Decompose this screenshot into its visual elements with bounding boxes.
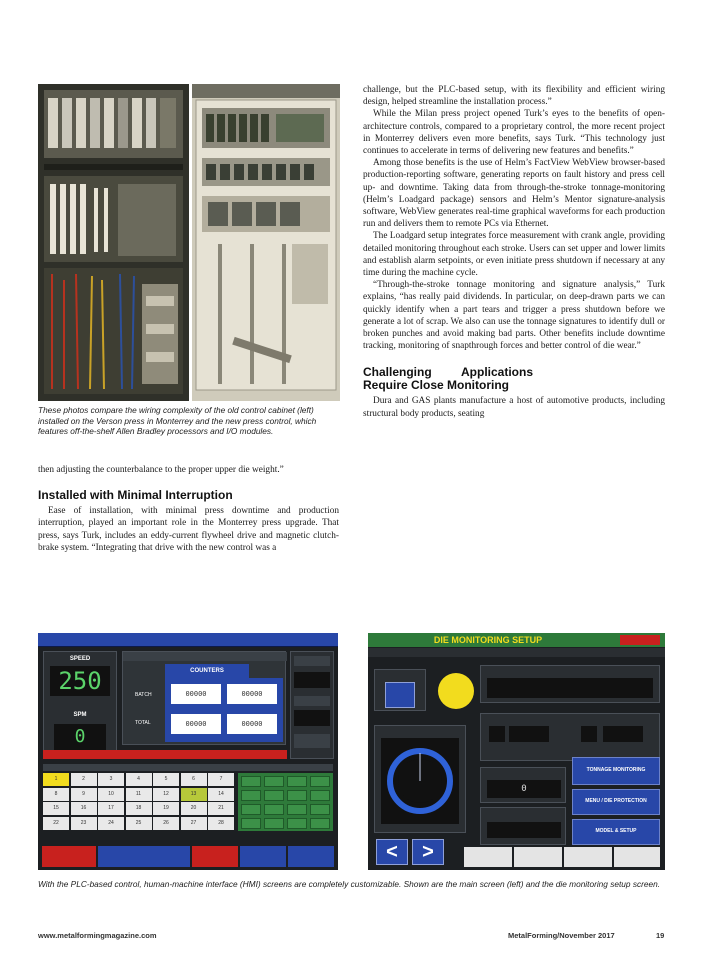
setup-button-tonnage-monitoring[interactable]: TONNAGE MONITORING [572, 757, 660, 785]
hmi-bottom-button-2[interactable] [98, 846, 190, 867]
grid-cell[interactable]: 13 [181, 788, 207, 801]
old-control-cabinet-photo [38, 84, 189, 401]
grid-cell[interactable]: 4 [126, 773, 152, 786]
left-paragraph: Ease of installation, with minimal press downtime and production interruption, played an important role in the Monterrey press upgrade. That press, says Turk, includes an eddy-current flywheel drive and magnetic clutch-brake system. “Integrating that drive with the new control was a [38, 506, 339, 553]
grid-cell[interactable]: 10 [98, 788, 124, 801]
green-grid-cell[interactable] [264, 804, 284, 815]
setup-close-button[interactable] [620, 635, 660, 645]
crank-angle-dial [375, 726, 465, 832]
green-grid-cell[interactable] [287, 804, 307, 815]
right-paragraph-5: “Through-the-stroke tonnage monitoring and signature analysis,” Turk explains, “has really paid dividends. In particular, on deep-drawn parts we can quickly identify when a part tears and trigger a press shutdown before we generate a lot of scrap. We also can use the tonnage signatures to identify dull or broken punches and avoid making bad parts. Other benefits include downtime tracking, monitoring of snapthrough forces and better control of die wear.” [363, 280, 665, 352]
grid-cell[interactable]: 18 [126, 802, 152, 815]
setup-limit-panel [480, 807, 566, 845]
section-heading-challenging: Challenging Applications Require Close Monitoring [363, 365, 533, 393]
green-grid-cell[interactable] [287, 790, 307, 801]
new-cabinet-picture [192, 84, 340, 401]
setup-crank-panel [374, 725, 466, 833]
grid-cell[interactable]: 14 [208, 788, 234, 801]
grid-cell[interactable]: 3 [98, 773, 124, 786]
footer-issue: MetalForming/November 2017 [508, 931, 615, 940]
counter-total-2[interactable]: 00000 [227, 714, 277, 734]
green-grid-cell[interactable] [310, 818, 330, 829]
setup-bottom-button-2[interactable] [514, 847, 562, 867]
tonnage-readout: 0 [487, 780, 561, 798]
hmi-status-column [290, 651, 334, 759]
green-grid-cell[interactable] [310, 804, 330, 815]
grid-cell[interactable]: 11 [126, 788, 152, 801]
setup-status-lamp [438, 673, 474, 709]
grid-cell[interactable]: 6 [181, 773, 207, 786]
counter-row-label-total: TOTAL [135, 720, 151, 726]
green-grid-cell[interactable] [241, 804, 261, 815]
hmi-speed-panel [43, 651, 117, 759]
hmi-green-grid [238, 773, 333, 831]
counter-row-label-batch: BATCH [135, 692, 152, 698]
grid-cell[interactable]: 1 [43, 773, 69, 786]
setup-bottom-button-4[interactable] [614, 847, 660, 867]
section-heading-installed: Installed with Minimal Interruption [38, 488, 233, 503]
green-grid-cell[interactable] [241, 790, 261, 801]
footer-page-number: 19 [656, 931, 665, 940]
counter-batch-2[interactable]: 00000 [227, 684, 277, 704]
right-paragraph-2: While the Milan press project opened Turk’s eyes to the benefits of open-architecture controls, compared to a proprietary control, the more recent project in Monterrey delivers even more benefits, says Turk. “This technology just continues to accelerate in terms of delivering new features and benefits.” [363, 109, 665, 157]
green-grid-cell[interactable] [287, 818, 307, 829]
setup-info-panel [480, 665, 660, 703]
counters-header: COUNTERS [165, 664, 249, 678]
spm-readout: 0 [54, 724, 106, 750]
spm-label: SPM [73, 712, 87, 718]
green-grid-cell[interactable] [264, 818, 284, 829]
setup-bottom-button-3[interactable] [564, 847, 612, 867]
grid-cell[interactable]: 22 [43, 817, 69, 830]
hmi-bottom-button-4[interactable] [240, 846, 286, 867]
hmi-counters-panel [122, 651, 286, 745]
setup-nav-prev-button[interactable]: < [376, 839, 408, 865]
grid-cell[interactable]: 20 [181, 802, 207, 815]
new-press-control-photo [192, 84, 340, 401]
green-grid-cell[interactable] [310, 776, 330, 787]
old-cabinet-picture [38, 84, 189, 401]
left-continuation: then adjusting the counterbalance to the proper upper die weight.” [38, 465, 284, 475]
green-grid-cell[interactable] [241, 818, 261, 829]
hmi-main-titlebar [38, 633, 338, 647]
hmi-caption: With the PLC-based control, human-machine interface (HMI) screens are completely customizable. Shown are the main screen (left) and the die monitoring setup screen. [38, 879, 661, 889]
speed-label: SPEED [69, 656, 91, 662]
hmi-bottom-button-1[interactable] [42, 846, 96, 867]
grid-cell[interactable]: 25 [126, 817, 152, 830]
setup-channel-panel [480, 713, 660, 761]
counter-batch-1[interactable]: 00000 [171, 684, 221, 704]
speed-readout: 250 [50, 666, 110, 696]
green-grid-cell[interactable] [264, 790, 284, 801]
grid-cell[interactable]: 26 [153, 817, 179, 830]
setup-button-model-setup[interactable]: MODEL & SETUP [572, 819, 660, 845]
hmi-alarm-banner[interactable] [43, 750, 287, 759]
right-paragraph-3: Among those benefits is the use of Helm’s FactView WebView browser-based production-reporting software, generating reports on fault history and press cell up- and downtime. Taking data from through-the-stroke tonnage-monitoring (Helm’s Loadgard package) sensors and Helm’s Mentor signature-analysis software, WebView generates real-time graphical waveforms for each production run and delivers them to remote PCs via Ethernet. [363, 158, 665, 230]
setup-mode-button[interactable] [385, 682, 415, 708]
right-paragraph-1: challenge, but the PLC-based setup, with its flexibility and efficient wiring design, helped streamline the installation process.” [363, 85, 665, 108]
setup-nav-next-button[interactable]: > [412, 839, 444, 865]
grid-cell[interactable]: 5 [153, 773, 179, 786]
right-column [363, 84, 665, 420]
grid-cell[interactable]: 2 [71, 773, 97, 786]
grid-cell[interactable]: 8 [43, 788, 69, 801]
setup-tonnage-panel [480, 767, 566, 803]
setup-button-die-protection[interactable]: MENU / DIE PROTECTION [572, 789, 660, 815]
hmi-main-screen [38, 633, 338, 870]
right-paragraph-4: The Loadgard setup integrates force measurement with crank angle, providing detailed monitoring throughout each stroke. Users can set upper and lower limits and establish alarm setpoints, or even initiate press shutdown if necessary at any time during the machine cycle. [363, 231, 665, 279]
footer-url: www.metalformingmagazine.com [38, 931, 157, 940]
green-grid-cell[interactable] [264, 776, 284, 787]
grid-cell[interactable]: 27 [181, 817, 207, 830]
photo-caption: These photos compare the wiring complexity of the old control cabinet (left) installed on the Verson press in Monterrey and the new press control, which features off-the-shelf Allen Bradley processors and I/O modules. [38, 405, 317, 436]
setup-bottom-button-1[interactable] [464, 847, 512, 867]
right-paragraph-6: Dura and GAS plants manufacture a host of automotive products, including structural body products, seating [363, 396, 665, 419]
left-column [38, 464, 339, 554]
hmi-setup-screen [368, 633, 665, 870]
green-grid-cell[interactable] [241, 776, 261, 787]
grid-cell[interactable]: 9 [71, 788, 97, 801]
hmi-bottom-button-5[interactable] [288, 846, 334, 867]
counter-total-1[interactable]: 00000 [171, 714, 221, 734]
grid-cell[interactable]: 28 [208, 817, 234, 830]
grid-cell[interactable]: 15 [43, 802, 69, 815]
grid-cell[interactable]: 12 [153, 788, 179, 801]
hmi-bottom-bar [38, 843, 338, 870]
setup-titlebar [368, 633, 665, 647]
grid-cell[interactable]: 19 [153, 802, 179, 815]
grid-cell[interactable]: 16 [71, 802, 97, 815]
hmi-grid-header [43, 764, 333, 771]
setup-title: DIE MONITORING SETUP [433, 635, 543, 645]
hmi-bottom-button-3[interactable] [192, 846, 238, 867]
grid-cell[interactable]: 23 [71, 817, 97, 830]
grid-cell[interactable]: 17 [98, 802, 124, 815]
grid-cell[interactable]: 24 [98, 817, 124, 830]
setup-mode-panel [374, 669, 426, 711]
grid-cell[interactable]: 21 [208, 802, 234, 815]
hmi-number-grid [43, 773, 235, 831]
grid-cell[interactable]: 7 [208, 773, 234, 786]
green-grid-cell[interactable] [287, 776, 307, 787]
green-grid-cell[interactable] [310, 790, 330, 801]
